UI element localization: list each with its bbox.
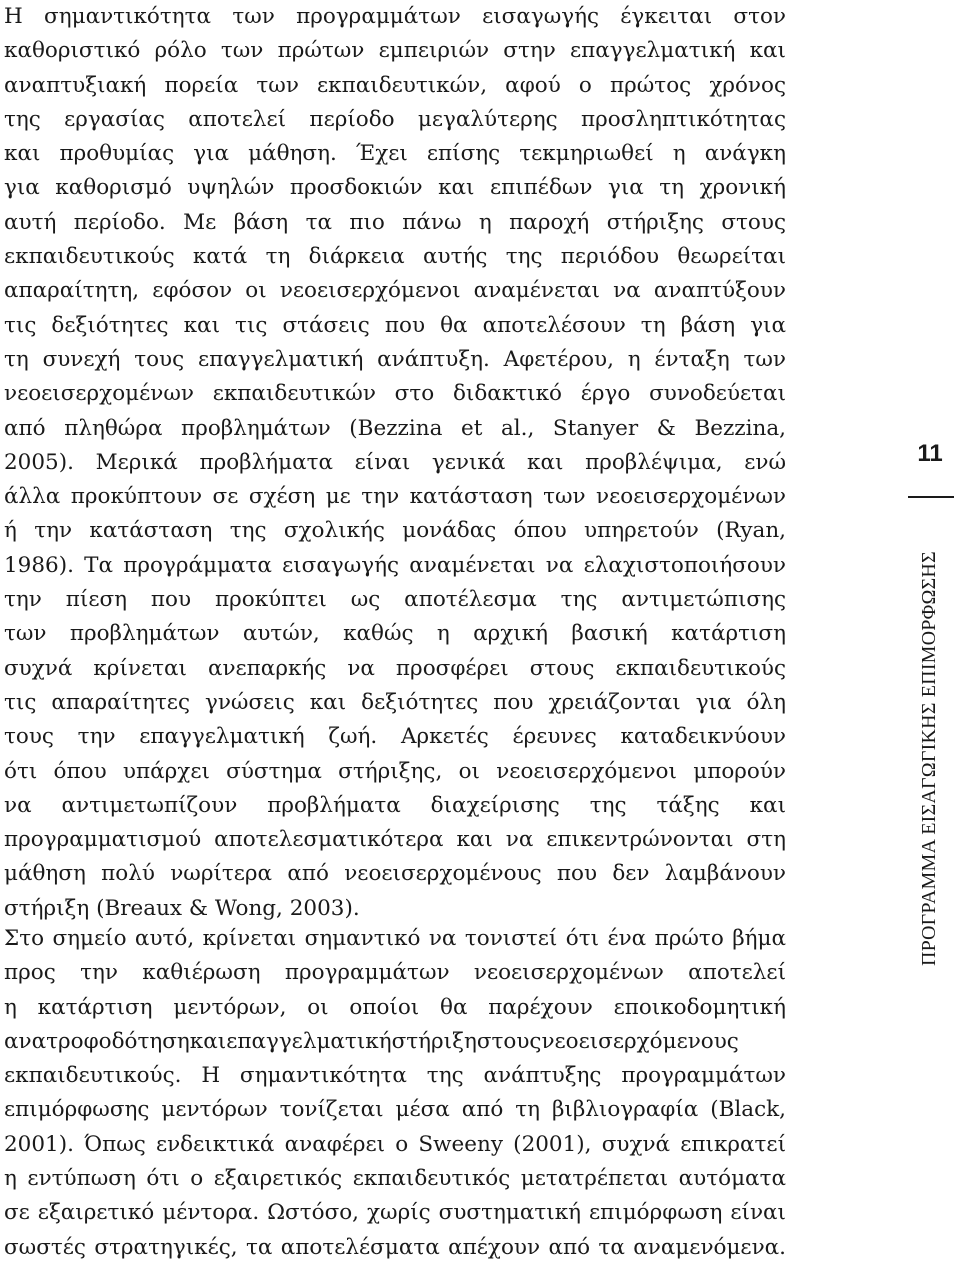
text-line: για καθορισμό υψηλών προσδοκιών και επιπέδων για τη χρονική: [4, 175, 786, 201]
text-line: τις δεξιότητες και τις στάσεις που θα αποτελέσουν τη βάση για: [4, 312, 786, 338]
text-line: απαραίτητη, εφόσον οι νεοεισερχόμενοι αναμένεται να αναπτύξουν: [4, 278, 786, 304]
text-line: αυτή περίοδο. Με βάση τα πιο πάνω η παροχή στήριξης στους: [4, 209, 786, 235]
text-line: η εντύπωση ότι ο εξαιρετικός εκπαιδευτικός μετατρέπεται αυτόματα: [4, 1166, 786, 1192]
text-line: συχνά κρίνεται ανεπαρκής να προσφέρει στους εκπαιδευτικούς: [4, 655, 786, 681]
text-line: στήριξη (Breaux & Wong, 2003).: [4, 895, 360, 921]
text-line: να αντιμετωπίζουν προβλήματα διαχείρισης της τάξης και: [4, 792, 786, 818]
text-line: 2001). Όπως ενδεικτικά αναφέρει ο Sweeny (2001), συχνά επικρατεί: [4, 1131, 786, 1157]
paragraph-1: [4, 0, 786, 926]
page-number-rule: [908, 496, 954, 498]
running-title: ΠΡΟΓΡΑΜΜΑ ΕΙΣΑΓΩΓΙΚΗΣ ΕΠΙΜΟΡΦΩΣΗΣ: [918, 551, 940, 966]
text-line: αναπτυξιακή πορεία των εκπαιδευτικών, αφού ο πρώτος χρόνος: [4, 72, 786, 98]
text-line: από πληθώρα προβλημάτων (Bezzina et al., Stanyer & Bezzina,: [4, 415, 786, 441]
paragraph-2: [4, 922, 786, 1265]
text-line: 2005). Μερικά προβλήματα είναι γενικά και προβλέψιμα, ενώ: [4, 449, 786, 475]
text-line: επιμόρφωσης μεντόρων τονίζεται μέσα από τη βιβλιογραφία (Black,: [4, 1097, 786, 1123]
text-line: τις απαραίτητες γνώσεις και δεξιότητες που χρειάζονται για όλη: [4, 689, 786, 715]
text-line: σε εξαιρετικό μέντορα. Ωστόσο, χωρίς συστηματική επιμόρφωση είναι: [4, 1200, 786, 1226]
text-line: η κατάρτιση μεντόρων, οι οποίοι θα παρέχουν εποικοδομητική: [4, 994, 786, 1020]
text-line: ανατροφοδότησηκαιεπαγγελματικήστήριξηστουςνεοεισερχόμενους: [4, 1028, 739, 1054]
text-line: 1986). Τα προγράμματα εισαγωγής αναμένεται να ελαχιστοποιήσουν: [4, 552, 786, 578]
text-line: προγραμματισμού αποτελεσματικότερα και να επικεντρώνονται στη: [4, 827, 786, 853]
text-line: νεοεισερχομένων εκπαιδευτικών στο διδακτικό έργο συνοδεύεται: [4, 381, 786, 407]
text-line: την πίεση που προκύπτει ως αποτέλεσμα της αντιμετώπισης: [4, 587, 786, 613]
text-line: μάθηση πολύ νωρίτερα από νεοεισερχομένους που δεν λαμβάνουν: [4, 861, 786, 887]
text-line: σωστές στρατηγικές, τα αποτελέσματα απέχουν από τα αναμενόμενα.: [4, 1234, 786, 1260]
text-line: εκπαιδευτικούς. Η σημαντικότητα της ανάπτυξης προγραμμάτων: [4, 1063, 786, 1089]
text-line: ότι όπου υπάρχει σύστημα στήριξης, οι νεοεισερχόμενοι μπορούν: [4, 758, 786, 784]
text-line: Στο σημείο αυτό, κρίνεται σημαντικό να τονιστεί ότι ένα πρώτο βήμα: [4, 926, 786, 951]
margin-sidebar: [900, 430, 960, 970]
text-line: ή την κατάσταση της σχολικής μονάδας όπου υπηρετούν (Ryan,: [4, 518, 786, 544]
text-line: εκπαιδευτικούς κατά τη διάρκεια αυτής της περιόδου θεωρείται: [4, 244, 786, 270]
text-line: τη συνεχή τους επαγγελματική ανάπτυξη. Αφετέρου, η ένταξη των: [4, 346, 786, 372]
text-line: και προθυμίας για μάθηση. Έχει επίσης τεκμηριωθεί η ανάγκη: [4, 141, 786, 167]
text-line: της εργασίας αποτελεί περίοδο μεγαλύτερης προσληπτικότητας: [4, 106, 786, 132]
text-line: άλλα προκύπτουν σε σχέση με την κατάσταση των νεοεισερχομένων: [4, 484, 786, 510]
text-line: προς την καθιέρωση προγραμμάτων νεοεισερχομένων αποτελεί: [4, 960, 786, 986]
page-number: 11: [917, 440, 943, 467]
text-line: τους την επαγγελματική ζωή. Αρκετές έρευνες καταδεικνύουν: [4, 724, 786, 750]
text-line: Η σημαντικότητα των προγραμμάτων εισαγωγής έγκειται στον: [4, 4, 786, 29]
text-line: των προβλημάτων αυτών, καθώς η αρχική βασική κατάρτιση: [4, 621, 786, 647]
text-line: καθοριστικό ρόλο των πρώτων εμπειριών στην επαγγελματική και: [4, 38, 786, 64]
